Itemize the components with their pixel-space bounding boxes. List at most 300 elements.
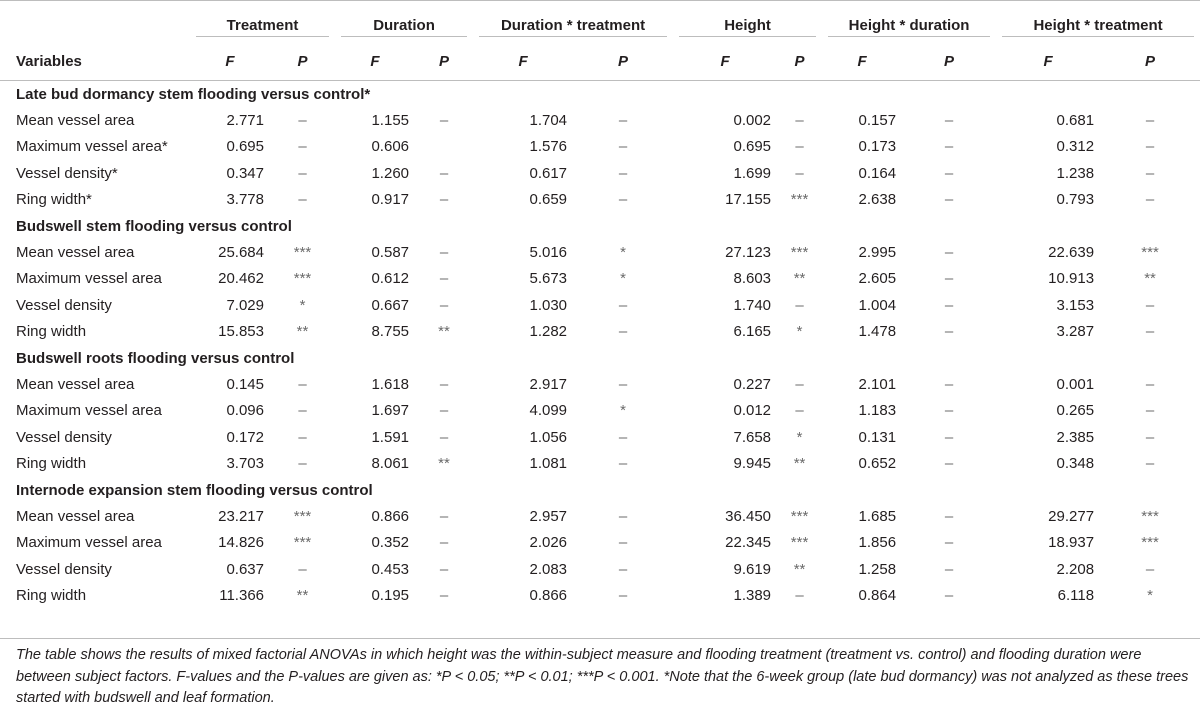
significance-marker: – [618,507,628,525]
p-value-cell [415,266,473,292]
significance-marker: – [618,534,628,552]
table-row [0,187,1200,213]
variable-name: Ring width [16,323,87,341]
p-value-cell [573,160,673,186]
f-value-cell: 0.227 [733,375,772,393]
p-value-cell [415,292,473,318]
f-value-cell: 0.695 [733,138,772,156]
f-value-cell: 1.591 [371,428,410,446]
section-title: Internode expansion stem flooding versus control [16,481,373,499]
variable-name: Maximum vessel area [16,270,162,288]
f-value-cell: 22.345 [725,534,772,552]
f-value-cell: 29.277 [1048,507,1095,525]
f-value-cell: 9.945 [733,455,772,473]
significance-marker: * [620,270,626,288]
f-value-cell: 2.385 [1056,428,1095,446]
p-value-cell [573,556,673,582]
p-value-cell [1100,398,1200,424]
p-value-cell [270,239,335,265]
p-value-cell [270,266,335,292]
p-value-cell [415,530,473,556]
significance-marker: – [439,428,449,446]
p-value-cell [415,398,473,424]
significance-marker: – [795,112,804,130]
f-value-cell: 2.026 [529,534,568,552]
p-value-cell [902,450,996,476]
significance-marker: ** [438,323,450,341]
significance-marker: – [298,164,307,182]
p-value-cell [777,107,822,133]
p-value-cell [1100,134,1200,160]
p-value-cell [415,319,473,345]
p-header: P [902,42,996,81]
f-value-cell: 0.617 [529,164,568,182]
f-value-cell: 0.866 [371,507,410,525]
p-value-cell [777,292,822,318]
table-row [0,503,1200,529]
significance-marker: * [299,296,306,314]
p-value-cell [902,582,996,608]
significance-marker: – [944,375,954,393]
p-value-cell [777,424,822,450]
significance-marker: – [944,191,954,209]
significance-marker: – [1145,402,1155,420]
p-value-cell [270,292,335,318]
p-value-cell [1100,319,1200,345]
variable-name: Ring width* [16,191,92,209]
p-value-cell [902,160,996,186]
p-value-cell [573,371,673,397]
f-value-cell: 0.172 [226,428,264,446]
f-value-cell: 20.462 [218,270,264,288]
f-header: F [673,42,777,81]
significance-marker: – [298,402,307,420]
p-value-cell [270,450,335,476]
significance-marker: – [1145,164,1155,182]
f-value-cell: 25.684 [218,244,264,262]
section-header-row [0,345,1200,371]
f-value-cell: 7.658 [733,428,772,446]
f-value-cell: 0.131 [858,428,897,446]
significance-marker: – [944,402,954,420]
table-row [0,371,1200,397]
p-value-cell [902,424,996,450]
p-value-cell [270,398,335,424]
p-value-cell [270,556,335,582]
p-value-cell [1100,187,1200,213]
p-value-cell [573,319,673,345]
f-value-cell: 0.002 [733,112,772,130]
p-value-cell [1100,424,1200,450]
p-value-cell [415,187,473,213]
f-value-cell: 17.155 [725,191,772,209]
p-header: P [573,42,673,81]
f-value-cell: 8.603 [733,270,772,288]
significance-marker: – [618,560,628,578]
f-value-cell: 0.347 [226,164,264,182]
f-value-cell: 1.030 [529,296,568,314]
p-header: P [1100,42,1200,81]
variable-name: Ring width [16,587,87,605]
p-value-cell [270,503,335,529]
p-value-cell [1100,239,1200,265]
f-value-cell: 1.155 [371,112,410,130]
f-value-cell: 0.612 [371,270,410,288]
significance-marker: * [620,402,626,420]
p-value-cell [777,134,822,160]
significance-marker: – [1145,428,1155,446]
table-footnote: The table shows the results of mixed factorial ANOVAs in which height was the within-subject measure and flooding treatment (treatment vs. control) and flooding duration were between subject factors. F-values and the P-values are given as: *P < 0.05; **P < 0.01; ***P < 0.001. *Note that the 6-week group (late bud dormancy) was not analyzed as these trees started with budswell and leaf formation. [16,647,1189,706]
f-value-cell: 36.450 [725,507,772,525]
f-value-cell: 0.348 [1056,455,1095,473]
table-row [0,134,1200,160]
significance-marker: – [944,296,954,314]
p-value-cell [902,503,996,529]
p-value-cell [415,450,473,476]
p-value-cell [573,530,673,556]
table-row [0,239,1200,265]
significance-marker: *** [293,244,312,262]
f-value-cell: 14.826 [218,534,264,552]
significance-marker: – [618,428,628,446]
p-value-cell [1100,450,1200,476]
group-header-duration-treatment: Duration * treatment [473,0,673,42]
p-value-cell [1100,582,1200,608]
f-value-cell: 1.258 [858,560,897,578]
p-value-cell [1100,371,1200,397]
significance-marker: – [439,270,449,288]
f-value-cell: 10.913 [1048,270,1095,288]
f-value-cell: 0.681 [1056,112,1095,130]
p-value-cell [415,134,473,160]
f-value-cell: 1.081 [529,455,568,473]
significance-marker: *** [1141,534,1159,552]
significance-marker: – [795,375,804,393]
f-value-cell: 1.478 [858,323,897,341]
p-value-cell [270,134,335,160]
p-value-cell [573,503,673,529]
significance-marker: – [795,164,804,182]
p-value-cell [270,371,335,397]
p-value-cell [777,398,822,424]
f-value-cell: 11.366 [219,587,264,605]
f-value-cell: 0.164 [858,164,897,182]
p-value-cell [573,107,673,133]
p-value-cell [1100,266,1200,292]
f-value-cell: 27.123 [725,244,772,262]
f-value-cell: 0.864 [858,587,897,605]
p-value-cell [777,187,822,213]
significance-marker: – [439,296,449,314]
significance-marker: – [298,428,307,446]
significance-marker: – [944,270,954,288]
section-title: Budswell roots flooding versus control [16,349,295,367]
significance-marker: – [944,507,954,525]
f-value-cell: 2.638 [858,191,897,209]
p-value-cell [777,503,822,529]
f-value-cell: 6.118 [1057,587,1095,605]
table-row [0,450,1200,476]
f-value-cell: 8.755 [371,323,410,341]
significance-marker: – [298,560,307,578]
significance-marker: – [298,138,307,156]
p-value-cell [902,371,996,397]
significance-marker: *** [1141,244,1159,262]
f-value-cell: 0.352 [371,534,410,552]
f-value-cell: 1.389 [733,587,772,605]
p-value-cell [573,450,673,476]
significance-marker: – [944,112,954,130]
f-header: F [473,42,573,81]
significance-marker: – [439,112,449,130]
table-row [0,319,1200,345]
f-value-cell: 6.165 [733,323,772,341]
p-value-cell [902,398,996,424]
significance-marker: – [439,164,449,182]
significance-marker: – [944,164,954,182]
variable-name: Mean vessel area [16,507,135,525]
p-value-cell [902,239,996,265]
significance-marker: *** [293,507,312,525]
f-value-cell: 0.001 [1056,375,1095,393]
significance-marker: – [1145,560,1155,578]
f-value-cell: 8.061 [371,455,410,473]
f-value-cell: 2.957 [529,507,568,525]
significance-marker: – [1145,138,1155,156]
section-title: Late bud dormancy stem flooding versus control* [16,85,371,103]
f-value-cell: 4.099 [529,402,568,420]
significance-marker: – [618,323,628,341]
table-row [0,107,1200,133]
significance-marker: – [795,402,804,420]
significance-marker: ** [438,455,450,473]
p-value-cell [270,319,335,345]
p-value-cell [573,582,673,608]
significance-marker: – [1145,455,1155,473]
significance-marker: – [618,112,628,130]
p-value-cell [415,556,473,582]
p-value-cell [270,424,335,450]
f-value-cell: 18.937 [1048,534,1095,552]
significance-marker: ** [793,455,806,473]
significance-marker: – [795,138,804,156]
f-value-cell: 0.652 [858,455,897,473]
table-row [0,266,1200,292]
f-value-cell: 1.056 [529,428,568,446]
group-header-height: Height [673,0,822,42]
p-value-cell [902,134,996,160]
f-value-cell: 0.096 [226,402,264,420]
significance-marker: – [795,296,804,314]
p-value-cell [573,398,673,424]
f-value-cell: 0.606 [371,138,410,156]
significance-marker: – [298,455,307,473]
f-header: F [822,42,902,81]
p-value-cell [573,292,673,318]
significance-marker: – [439,191,449,209]
p-value-cell [415,503,473,529]
p-value-cell [270,187,335,213]
f-value-cell: 1.238 [1056,164,1095,182]
f-value-cell: 2.771 [226,112,264,130]
significance-marker: * [1147,587,1153,605]
significance-marker: – [618,191,628,209]
f-value-cell: 0.157 [858,112,897,130]
f-value-cell: 1.260 [371,164,410,182]
subheader-row [0,42,1200,81]
variable-name: Maximum vessel area [16,402,162,420]
significance-marker: ** [296,323,309,341]
significance-marker: – [944,244,954,262]
table-row [0,160,1200,186]
significance-marker: – [944,138,954,156]
f-value-cell: 3.287 [1056,323,1095,341]
significance-marker: – [439,507,449,525]
f-value-cell: 2.083 [529,560,568,578]
table-bottom-rule [0,638,1200,639]
p-value-cell [573,187,673,213]
p-value-cell [777,450,822,476]
p-value-cell [777,239,822,265]
p-value-cell [415,160,473,186]
significance-marker: *** [1141,507,1159,525]
p-value-cell [415,107,473,133]
section-header-row [0,477,1200,503]
f-value-cell: 0.667 [371,296,410,314]
significance-marker: – [618,138,628,156]
significance-marker: – [439,402,449,420]
f-value-cell: 5.016 [529,244,568,262]
p-value-cell [573,266,673,292]
variables-header: Variables [0,42,190,81]
table-row [0,398,1200,424]
p-value-cell [573,424,673,450]
p-value-cell [573,134,673,160]
table-row [0,556,1200,582]
significance-marker: – [1145,191,1155,209]
p-value-cell [777,371,822,397]
p-value-cell [415,582,473,608]
significance-marker: – [1145,296,1155,314]
p-value-cell [777,530,822,556]
p-value-cell [777,160,822,186]
variable-name: Maximum vessel area [16,534,162,552]
f-value-cell: 0.312 [1056,138,1095,156]
significance-marker: – [298,191,307,209]
p-value-cell [1100,160,1200,186]
p-value-cell [777,556,822,582]
group-header-height-duration: Height * duration [822,0,996,42]
group-header-treatment: Treatment [190,0,335,42]
p-value-cell [902,530,996,556]
f-value-cell: 0.195 [371,587,410,605]
f-value-cell: 2.917 [529,375,568,393]
f-value-cell: 5.673 [529,270,568,288]
significance-marker: – [944,455,954,473]
significance-marker: – [298,112,307,130]
variable-name: Vessel density [16,560,112,578]
significance-marker: – [944,534,954,552]
significance-marker: * [796,323,803,341]
f-value-cell: 1.004 [858,296,897,314]
section-header-row [0,213,1200,239]
p-value-cell [1100,292,1200,318]
table-row [0,582,1200,608]
f-value-cell: 0.917 [371,191,410,209]
f-value-cell: 2.995 [858,244,897,262]
p-value-cell [1100,556,1200,582]
p-value-cell [902,292,996,318]
significance-marker: – [618,587,628,605]
p-value-cell [1100,107,1200,133]
significance-marker: – [298,375,307,393]
significance-marker: ** [1144,270,1156,288]
f-value-cell: 1.740 [733,296,772,314]
significance-marker: *** [790,507,809,525]
f-value-cell: 1.704 [529,112,568,130]
p-value-cell [902,107,996,133]
p-value-cell [1100,530,1200,556]
p-value-cell [270,160,335,186]
section-header-row [0,81,1200,107]
p-header: P [777,42,822,81]
p-value-cell [270,107,335,133]
variable-name: Vessel density [16,428,112,446]
significance-marker: – [944,428,954,446]
significance-marker: *** [790,534,809,552]
f-value-cell: 23.217 [218,507,264,525]
p-value-cell [902,187,996,213]
f-value-cell: 3.703 [226,455,264,473]
f-value-cell: 1.699 [733,164,772,182]
significance-marker: – [439,375,449,393]
table-body [0,81,1200,609]
f-value-cell: 0.866 [529,587,568,605]
header-blank [0,0,190,42]
significance-marker: – [944,323,954,341]
f-value-cell: 0.695 [226,138,264,156]
p-value-cell [1100,503,1200,529]
significance-marker: – [439,244,449,262]
p-value-cell [415,239,473,265]
f-value-cell: 2.101 [858,375,897,393]
table-row [0,530,1200,556]
significance-marker: * [796,428,803,446]
f-value-cell: 3.153 [1056,296,1095,314]
significance-marker: – [1145,112,1155,130]
variable-name: Maximum vessel area* [16,138,168,156]
f-value-cell: 1.856 [858,534,897,552]
significance-marker: – [439,587,449,605]
f-header: F [335,42,415,81]
variable-name: Mean vessel area [16,244,135,262]
variable-name: Vessel density [16,296,112,314]
significance-marker: – [618,164,628,182]
f-value-cell: 0.587 [371,244,410,262]
significance-marker: – [795,587,804,605]
significance-marker: – [944,560,954,578]
significance-marker: – [1145,323,1155,341]
f-value-cell: 1.183 [858,402,897,420]
p-header: P [415,42,473,81]
f-value-cell: 0.637 [226,560,264,578]
p-value-cell [777,582,822,608]
p-value-cell [777,266,822,292]
significance-marker: – [618,375,628,393]
p-value-cell [415,371,473,397]
f-value-cell: 1.697 [371,402,410,420]
significance-marker: – [439,534,449,552]
